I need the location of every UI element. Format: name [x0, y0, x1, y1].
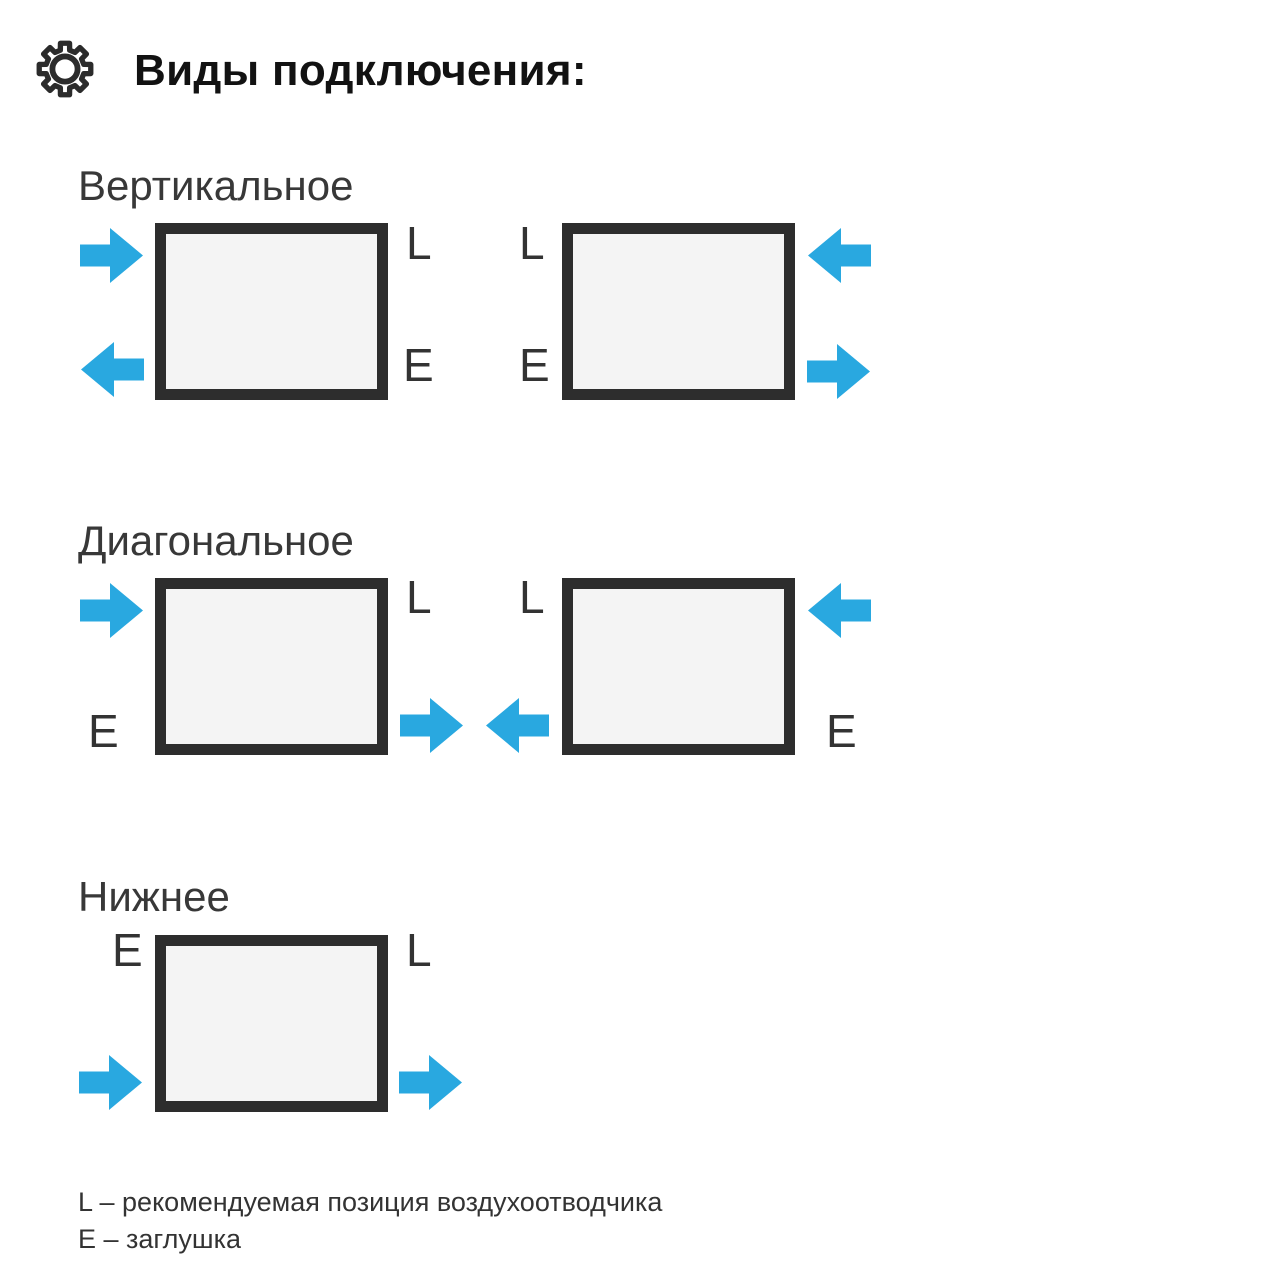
port-label-l: L: [406, 217, 432, 269]
section-title-bottom: Нижнее: [78, 873, 230, 920]
legend: [78, 1184, 662, 1258]
port-label-e: E: [112, 924, 143, 976]
radiator-rect: [155, 935, 388, 1112]
radiator-rect: [155, 223, 388, 400]
arrow-right-icon: [80, 582, 144, 639]
port-label-l: L: [406, 924, 432, 976]
arrow-left-icon: [80, 341, 144, 398]
port-label-l: L: [519, 571, 545, 623]
page-title: Виды подключения:: [134, 46, 587, 95]
legend-line-l: L – рекомендуемая позиция воздухоотводчика: [78, 1187, 663, 1217]
legend-line-e: E – заглушка: [78, 1224, 242, 1254]
arrow-right-icon: [80, 227, 144, 284]
arrow-right-icon: [79, 1054, 143, 1111]
arrow-right-icon: [399, 1054, 463, 1111]
section-title-vertical: Вертикальное: [78, 162, 354, 209]
radiator-rect: [562, 223, 795, 400]
port-label-l: L: [406, 571, 432, 623]
arrow-right-icon: [400, 697, 464, 754]
arrow-left-icon: [485, 697, 549, 754]
arrow-right-icon: [807, 343, 871, 400]
arrow-left-icon: [807, 582, 871, 639]
port-label-e: E: [826, 705, 857, 757]
section-title-diagonal: Диагональное: [78, 517, 354, 564]
radiator-rect: [155, 578, 388, 755]
port-label-e: E: [88, 705, 119, 757]
port-label-l: L: [519, 217, 545, 269]
port-label-e: E: [519, 339, 550, 391]
gear-icon: [34, 38, 96, 100]
port-label-e: E: [403, 339, 434, 391]
arrow-left-icon: [807, 227, 871, 284]
radiator-rect: [562, 578, 795, 755]
